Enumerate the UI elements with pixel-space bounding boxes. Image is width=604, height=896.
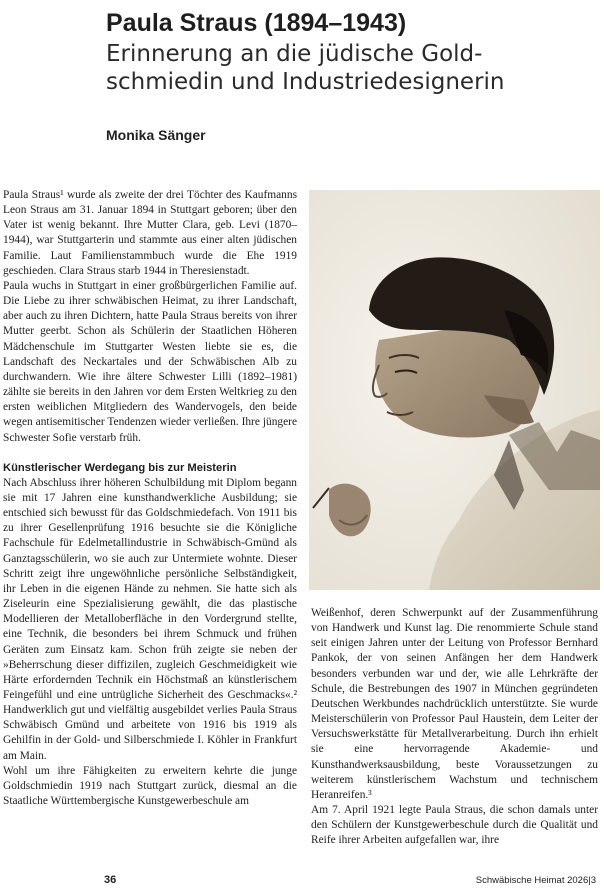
subtitle-line-2: schmiedin und Industriedesignerin <box>106 69 505 95</box>
paragraph: Am 7. April 1921 legte Paula Straus, die schon damals unter den Schülern der Kunstgewerbeschule durch die Qualität und Reife ihrer Arbeiten aufgefallen war, ihre <box>311 804 598 847</box>
section-heading: Künstlerischer Werdegang bis zur Meisterin <box>3 461 237 474</box>
paragraph: Nach Abschluss ihrer höheren Schulbildung mit Diplom begann sie mit 17 Jahren eine kunsthandwerkliche Ausbildung; sie entschied sich bewusst für das Goldschmiedefach. Von 1911 bis zu ihrer Gesellenprüfung 1916 besuchte sie die Königliche Fachschule für Edelmetallindustrie in Schwäbisch-Gmünd als Ganztagsschülerin, wo sie auch zur Untermiete wohnte. Dieser Schritt zeigt ihre ungewöhnliche persönliche Selbständigkeit, ihr Leben in die eigenen Hände zu nehmen. Sie hatte sich als Ziseleurin eine Spezialisierung gewählt, die das plastische Modellieren der Metalloberfläche in den Vordergrund stellte, eine Technik, die besonders bei ihrem Schmuck und frühen Geräten zum Einsatz kam. Schon früh zeigte sie neben der »Beherrschung dieser diffizilen, zugleich Geschmeidigkeit wie Härte erfordernden Technik ein Höchstmaß an künstlerischem Feingefühl und eine untrügliche Sicherheit des Geschmacks«.² Handwerklich gut und vielfältig ausgebildet verlies Paula Straus Schwäbisch Gmünd und arbeitete von 1916 bis 1919 als Gehilfin in der Gold- und Silberschmiede I. Köhler in Frankfurt am Main. <box>3 476 297 762</box>
paragraph: Weißenhof, deren Schwerpunkt auf der Zusammenführung von Handwerk und Kunst lag. Die renommierte Schule stand seit einigen Jahren unter der Leitung von Professor Bernhard Pankok, der von seinen Anfängen her dem Handwerk besonders verbunden war und der, wie alle Lehrkräfte der Schule, die Bestrebungen des 1907 in München gegründeten Deutschen Werkbundes nachdrücklich unterstützte. Sie wurde Meisterschülerin von Professor Paul Haustein, dem Leiter der Versuchswerkstätte für Metallverarbeitung. Durch ihn erhielt sie eine hervorragende Akademie- und Kunsthandwerksausbildung, beste Voraussetzungen zu weiterem künstlerischem Wachstum und technischem Heranreifen.³ <box>311 607 598 801</box>
paragraph: Paula Straus¹ wurde als zweite der drei Töchter des Kaufmanns Leon Straus am 31. Januar 1894 in Stuttgart geboren; über den Vater ist wenig bekannt. Ihre Mutter Clara, geb. Levi (1870–1944), war Stuttgarterin und stammte aus einer alten jüdischen Familie. Laut Familienstammbuch wurde die Ehe 1919 geschieden. Clara Straus starb 1944 in Theresienstadt. <box>3 189 297 277</box>
article-author: Monika Sänger <box>106 127 206 143</box>
portrait-photo <box>309 190 600 590</box>
article-title: Paula Straus (1894–1943) <box>106 9 407 37</box>
paragraph: Wohl um ihre Fähigkeiten zu erweitern kehrte die junge Goldschmiedin 1919 nach Stuttgart zurück, diesmal an die Staatliche Württembergische Kunstgewerbeschule am <box>3 764 297 808</box>
text-column-left <box>3 188 297 809</box>
page-number: 36 <box>104 874 117 886</box>
subtitle-line-1: Erinnerung an die jüdische Gold- <box>106 41 483 67</box>
article-subtitle <box>106 40 505 96</box>
paragraph: Paula wuchs in Stuttgart in einer großbürgerlichen Familie auf. Die Liebe zu ihrer schwäbischen Heimat, zu ihrer Landschaft, aber auch zu ihren Dichtern, hatte Paula Straus bereits von ihrer Mutter geerbt. Schon als Schülerin der Staatlichen Höheren Mädchenschule im Stuttgarter Westen liebte sie es, die Landschaft des Neckartales und der Schwäbischen Alb zu durchwandern. Wie ihre ältere Schwester Lilli (1892–1981) zählte sie bereits in den Jahren vor dem Ersten Weltkrieg zu den ersten weiblichen Mitgliedern des Wandervogels, den beide wegen antisemitischer Tendenzen wieder verließen. Ihre jüngere Schwester Sofie verstarb früh. <box>3 279 297 444</box>
magazine-issue: Schwäbische Heimat 2026|3 <box>475 875 596 886</box>
text-column-right <box>311 606 598 849</box>
